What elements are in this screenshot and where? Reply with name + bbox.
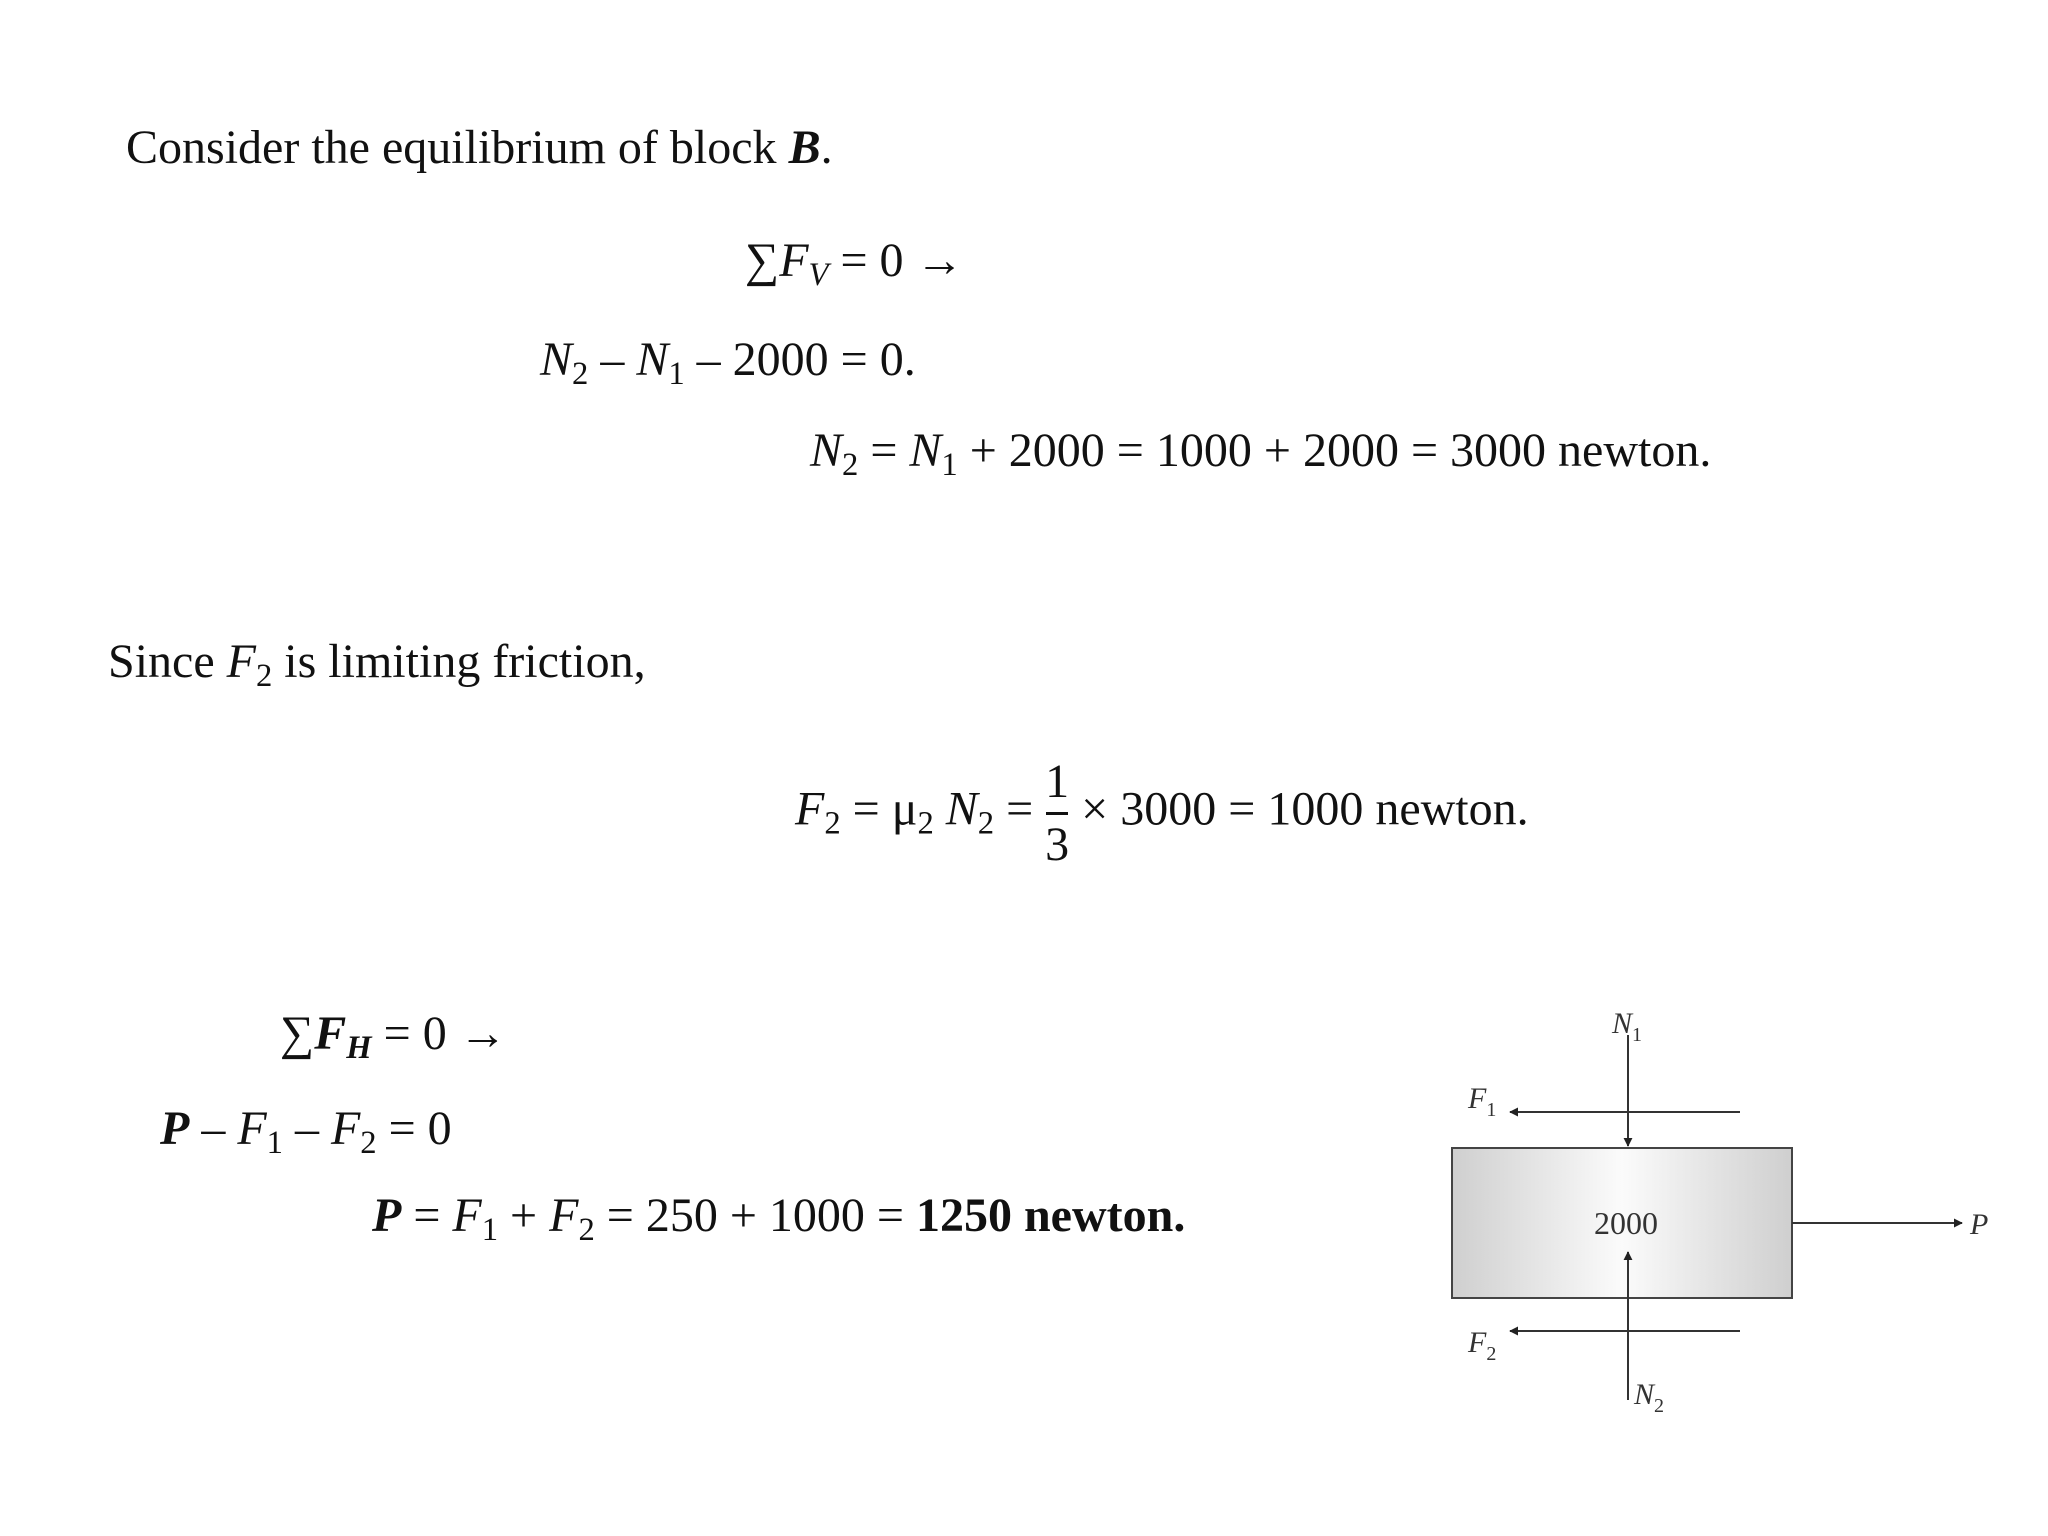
n2-var: N xyxy=(540,333,573,386)
eq-rest: = 0 xyxy=(376,1102,452,1155)
n1-sub: 1 xyxy=(668,356,685,393)
n2-var: N xyxy=(810,424,843,477)
n2-sub: 2 xyxy=(842,447,859,484)
since-text: Since xyxy=(108,635,227,688)
fraction-denominator: 3 xyxy=(1045,818,1070,871)
fraction-numerator: 1 xyxy=(1045,755,1070,808)
fv-sub: V xyxy=(808,257,829,294)
op-plus: + xyxy=(498,1189,550,1242)
f1-var: F xyxy=(452,1189,482,1242)
op-equals: = xyxy=(401,1189,453,1242)
fv-rest: = 0 → xyxy=(828,234,964,287)
f2-var: F xyxy=(226,635,256,688)
n1-var: N xyxy=(909,424,942,477)
mu-sub: 2 xyxy=(917,805,934,842)
f2-label: $F_2$ xyxy=(1468,1326,1497,1365)
n1-sub: 1 xyxy=(941,447,958,484)
f1-sub: 1 xyxy=(481,1212,499,1249)
heading-text: Consider the equilibrium of block xyxy=(126,121,789,174)
p-var: P xyxy=(160,1102,190,1155)
p-label: P xyxy=(1970,1208,1989,1241)
n2-sub: 2 xyxy=(977,805,995,842)
sigma-symbol: ∑ xyxy=(745,234,780,287)
f2-sub: 2 xyxy=(578,1212,595,1249)
f1-sub: 1 xyxy=(266,1125,283,1162)
n1-var: N xyxy=(636,333,669,386)
n2-sub: 2 xyxy=(572,356,589,393)
op-equals: = xyxy=(858,424,910,477)
fv-var: F xyxy=(779,234,809,287)
mu-symbol: μ xyxy=(891,782,918,836)
f1-label: $F_1$ xyxy=(1468,1082,1497,1121)
op-equals-2: = xyxy=(994,782,1046,836)
eq-rest: × 3000 = 1000 newton. xyxy=(1069,782,1529,836)
p-var: P xyxy=(372,1189,402,1242)
since-rest: is limiting friction, xyxy=(272,635,646,688)
f2-sub: 2 xyxy=(360,1125,377,1162)
heading-period: . xyxy=(820,121,833,174)
op-minus: – xyxy=(189,1102,238,1155)
fh-var: F xyxy=(314,1007,347,1060)
f2-sub: 2 xyxy=(255,658,273,695)
f2-sub: 2 xyxy=(824,805,841,842)
fh-sub: H xyxy=(346,1030,372,1067)
eq-rest: + 2000 = 1000 + 2000 = 3000 newton. xyxy=(957,424,1712,477)
block-b-var: B xyxy=(788,121,821,174)
fh-rest: = 0 → xyxy=(371,1007,507,1060)
op-minus-2: – xyxy=(282,1102,331,1155)
op-equals: = xyxy=(840,782,892,836)
block-weight-label: 2000 xyxy=(1594,1205,1658,1241)
f2-var: F xyxy=(549,1189,579,1242)
sigma-symbol: ∑ xyxy=(280,1007,315,1060)
f2-var: F xyxy=(795,782,825,836)
f1-var: F xyxy=(237,1102,267,1155)
eq-rest: = 250 + 1000 = xyxy=(594,1189,916,1242)
op-minus: – xyxy=(588,333,637,386)
n2-label: $N_2$ xyxy=(1634,1378,1665,1417)
n2-var: N xyxy=(933,782,978,836)
n1-label: $N_1$ xyxy=(1612,1007,1643,1046)
eq-rest: – 2000 = 0. xyxy=(684,333,916,386)
f2-var: F xyxy=(330,1102,361,1155)
final-result: 1250 newton. xyxy=(915,1189,1186,1242)
